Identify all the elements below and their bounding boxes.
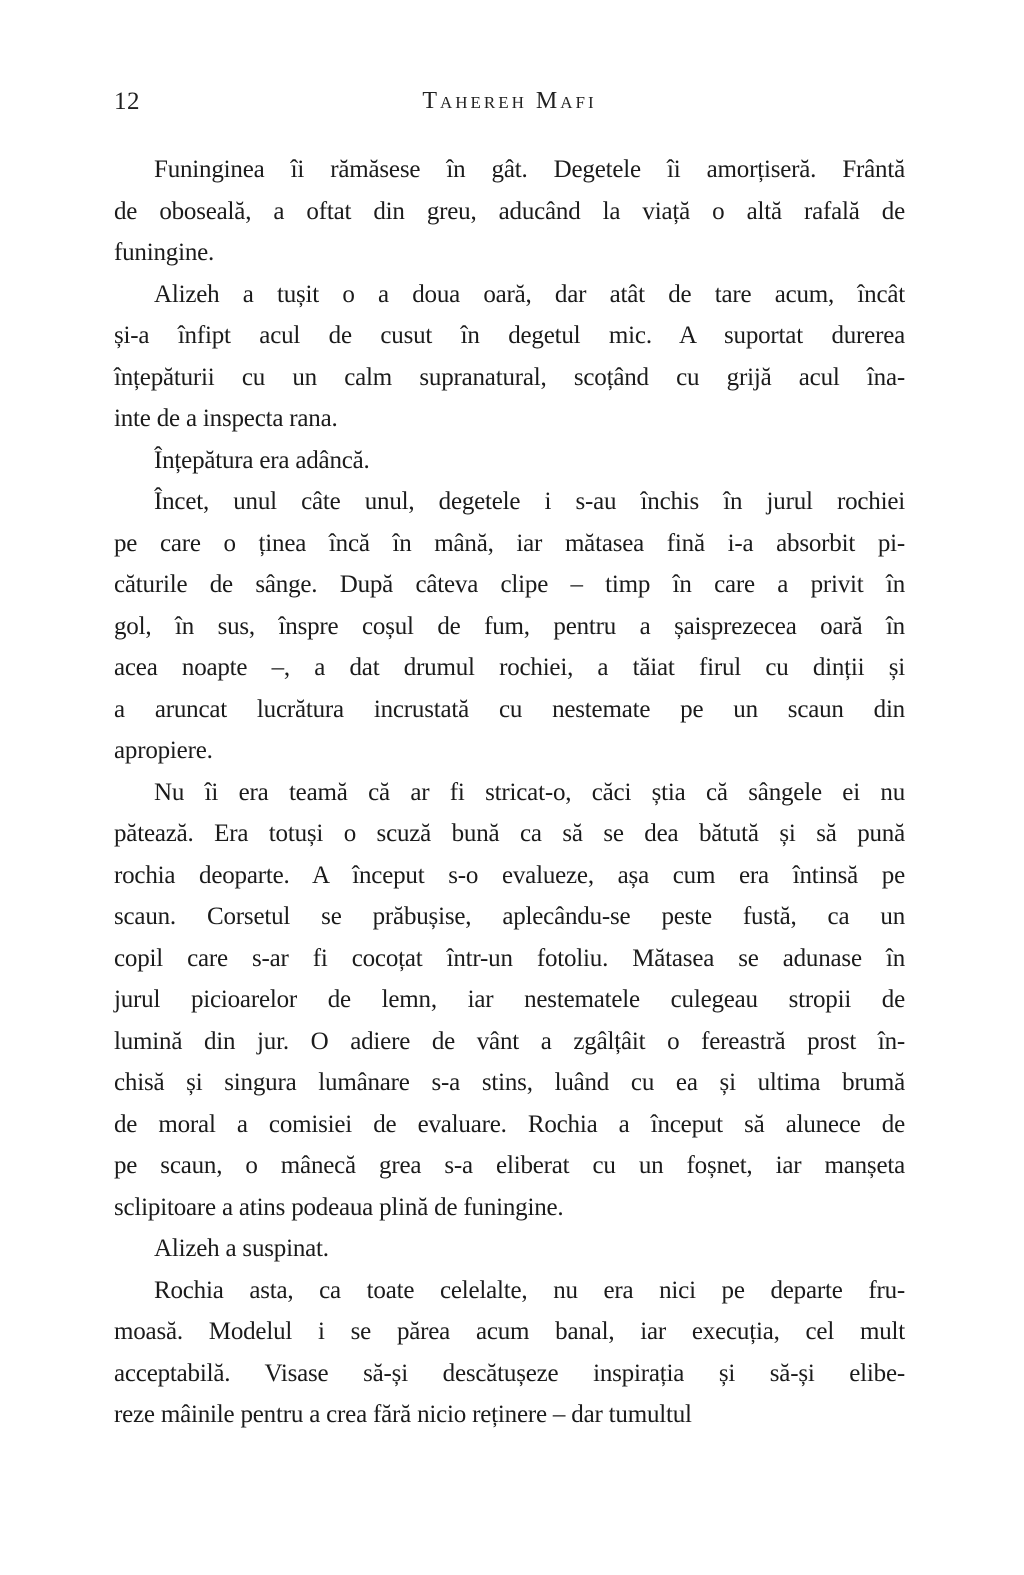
text-line: apropiere. [114, 737, 213, 764]
text-line: jurul picioarelor de lemn, iar nestematele culegeau stropii de [114, 986, 905, 1013]
text-line: înțepăturii cu un calm supranatural, scoțând cu grijă acul îna- [114, 363, 905, 391]
text-line: pe care o ținea încă în mână, iar mătasea fină i-a absorbit pi- [114, 529, 905, 557]
running-header-author: Tahereh Mafi [422, 88, 597, 114]
text-line: Nu îi era teamă că ar fi stricat-o, căci știa că sângele ei nu [154, 778, 905, 806]
text-line: și-a înfipt acul de cusut în degetul mic. A suportat durerea [114, 322, 905, 349]
text-line: de moral a comisiei de evaluare. Rochia a început să alunece de [114, 1110, 905, 1138]
text-line: inte de a inspecta rana. [114, 405, 338, 432]
text-line: acceptabilă. Visase să-și descătușeze inspirația și să-și elibe- [114, 1359, 905, 1387]
page-number: 12 [114, 88, 140, 115]
text-line: Încet, unul câte unul, degetele i s-au închis în jurul rochiei [154, 488, 905, 515]
body-text [114, 149, 905, 1436]
text-line: sclipitoare a atins podeaua plină de funingine. [114, 1193, 564, 1221]
text-line: funingine. [114, 239, 215, 266]
text-line: Alizeh a tușit o a doua oară, dar atât de tare acum, încât [154, 280, 905, 308]
text-line: reze mâinile pentru a crea fără nicio reținere – dar tumultul [114, 1401, 692, 1428]
page-header [114, 88, 905, 122]
text-line: pătează. Era totuși o scuză bună ca să se dea bătută și să pună [114, 820, 905, 847]
text-line: a aruncat lucrătura incrustată cu nestemate pe un scaun din [114, 695, 905, 723]
text-line: rochia deoparte. A început s-o evalueze, așa cum era întinsă pe [114, 861, 905, 889]
text-line: lumină din jur. O adiere de vânt a zgâlțâit o fereastră prost în- [114, 1027, 905, 1055]
text-line: moasă. Modelul i se părea acum banal, iar execuția, cel mult [114, 1318, 905, 1345]
text-line: copil care s-ar fi cocoțat într-un fotoliu. Mătasea se adunase în [114, 944, 905, 972]
text-line: scaun. Corsetul se prăbușise, aplecându-se peste fustă, ca un [114, 903, 905, 930]
text-line: gol, în sus, înspre coșul de fum, pentru a șaisprezecea oară în [114, 612, 905, 640]
text-line: chisă și singura lumânare s-a stins, luând cu ea și ultima brumă [114, 1069, 905, 1096]
text-line: Alizeh a suspinat. [154, 1235, 329, 1262]
text-line: Rochia asta, ca toate celelalte, nu era nici pe departe fru- [154, 1276, 905, 1304]
text-line: acea noapte –, a dat drumul rochiei, a tăiat firul cu dinții și [114, 654, 905, 681]
text-line: căturile de sânge. După câteva clipe – timp în care a privit în [114, 571, 905, 598]
text-line: Funinginea îi rămăsese în gât. Degetele îi amorțiseră. Frântă [154, 156, 905, 183]
text-line: pe scaun, o mânecă grea s-a eliberat cu un foșnet, iar manșeta [114, 1152, 905, 1179]
text-line: Înțepătura era adâncă. [154, 446, 370, 474]
text-line: de oboseală, a oftat din greu, aducând la viață o altă rafală de [114, 197, 905, 225]
